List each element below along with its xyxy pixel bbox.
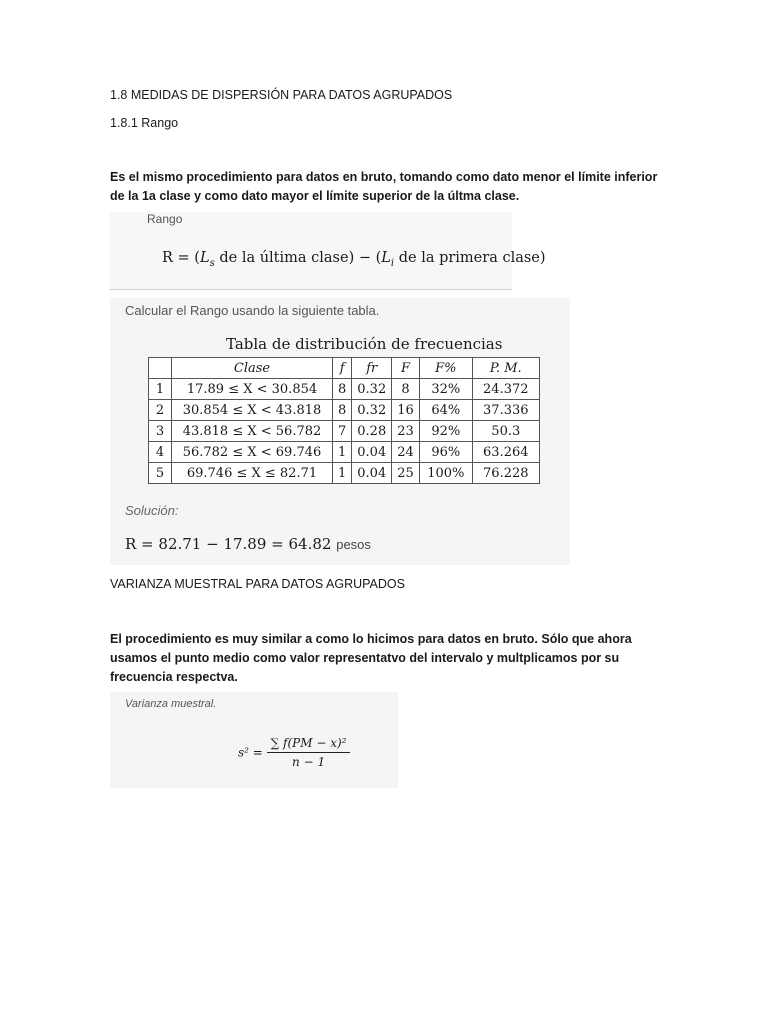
table-cell: 64% <box>419 400 472 421</box>
table-cell: 0.04 <box>352 463 392 484</box>
table-cell: 1 <box>149 379 172 400</box>
rango-formula-image <box>110 212 546 290</box>
intro-line: Es el mismo procedimiento para datos en bruto, tomando como dato menor el límite inferior <box>110 170 658 184</box>
table-cell: 5 <box>149 463 172 484</box>
table-cell: 7 <box>333 421 352 442</box>
intro-line: de la 1a clase y como dato mayor el límite superior de la últma clase. <box>110 189 520 203</box>
table-title: Tabla de distribución de frecuencias <box>226 335 503 353</box>
varianza-caption: Varianza muestral. <box>125 698 217 710</box>
table-row <box>149 379 540 400</box>
table-cell: 63.264 <box>472 442 539 463</box>
table-cell: 100% <box>419 463 472 484</box>
table-cell: 8 <box>392 379 420 400</box>
solution-unit: pesos <box>336 537 371 552</box>
table-cell: 23 <box>392 421 420 442</box>
formula-part: de la última clase) − ( <box>214 250 382 266</box>
table-cell: 32% <box>419 379 472 400</box>
table-cell: 3 <box>149 421 172 442</box>
table-cell: 8 <box>333 400 352 421</box>
varianza-line: frecuencia respectva. <box>110 670 238 684</box>
rango-caption: Rango <box>147 212 183 226</box>
formula-part: de la primera clase) <box>394 250 546 266</box>
table-cell: 0.32 <box>352 379 392 400</box>
table-cell: 50.3 <box>472 421 539 442</box>
table-header: F <box>392 358 420 379</box>
table-cell: 24.372 <box>472 379 539 400</box>
table-row <box>149 421 540 442</box>
intro-paragraph <box>110 168 657 206</box>
table-cell: 56.782 ≤ X < 69.746 <box>172 442 333 463</box>
formula-part: R = ( <box>162 250 200 266</box>
table-cell: 30.854 ≤ X < 43.818 <box>172 400 333 421</box>
table-cell: 69.746 ≤ X ≤ 82.71 <box>172 463 333 484</box>
formula-ls: L <box>199 250 210 266</box>
table-cell: 1 <box>333 463 352 484</box>
table-cell: 1 <box>333 442 352 463</box>
table-cell: 0.32 <box>352 400 392 421</box>
table-cell: 0.28 <box>352 421 392 442</box>
table-cell: 43.818 ≤ X < 56.782 <box>172 421 333 442</box>
table-cell: 96% <box>419 442 472 463</box>
frequency-table <box>148 357 540 484</box>
table-cell: 37.336 <box>472 400 539 421</box>
varianza-line: El procedimiento es muy similar a como lo hicimos para datos en bruto. Sólo que ahora <box>110 632 632 646</box>
solution-label: Solución: <box>125 503 179 518</box>
table-header: Clase <box>172 358 333 379</box>
table-header: P. M. <box>472 358 539 379</box>
table-cell: 25 <box>392 463 420 484</box>
frequency-table-image <box>110 298 570 565</box>
table-cell: 2 <box>149 400 172 421</box>
section-heading-varianza: VARIANZA MUESTRAL PARA DATOS AGRUPADOS <box>110 577 405 591</box>
solution-equation: R = 82.71 − 17.89 = 64.82 <box>125 535 332 553</box>
table-row <box>149 400 540 421</box>
rango-formula <box>162 250 546 269</box>
table-cell: 17.89 ≤ X < 30.854 <box>172 379 333 400</box>
table-cell: 76.228 <box>472 463 539 484</box>
subsection-heading: 1.8.1 Rango <box>110 116 179 130</box>
table-cell: 0.04 <box>352 442 392 463</box>
varianza-fraction <box>267 736 351 769</box>
table-header <box>149 358 172 379</box>
varianza-formula-image <box>110 692 398 788</box>
formula-li: L <box>381 250 391 266</box>
table-cell: 4 <box>149 442 172 463</box>
table-caption: Calcular el Rango usando la siguiente tabla. <box>125 303 380 318</box>
table-cell: 16 <box>392 400 420 421</box>
table-header: f <box>333 358 352 379</box>
varianza-paragraph <box>110 630 632 687</box>
table-row <box>149 442 540 463</box>
table-header: fr <box>352 358 392 379</box>
varianza-numerator: ∑ f(PM − x)² <box>267 736 351 753</box>
table-cell: 8 <box>333 379 352 400</box>
formula-li-sub: i <box>390 257 395 269</box>
solution-formula <box>125 535 371 553</box>
table-header-row <box>149 358 540 379</box>
varianza-line: usamos el punto medio como valor representatvo del intervalo y multplicamos por su <box>110 651 620 665</box>
table-cell: 24 <box>392 442 420 463</box>
table-cell: 92% <box>419 421 472 442</box>
section-heading: 1.8 MEDIDAS DE DISPERSIÓN PARA DATOS AGRUPADOS <box>110 88 453 102</box>
varianza-denominator: n − 1 <box>292 755 326 769</box>
varianza-formula <box>238 736 350 769</box>
table-header: F% <box>419 358 472 379</box>
formula-ls-sub: s <box>209 257 215 269</box>
table-row <box>149 463 540 484</box>
varianza-lhs: s² = <box>238 745 263 760</box>
